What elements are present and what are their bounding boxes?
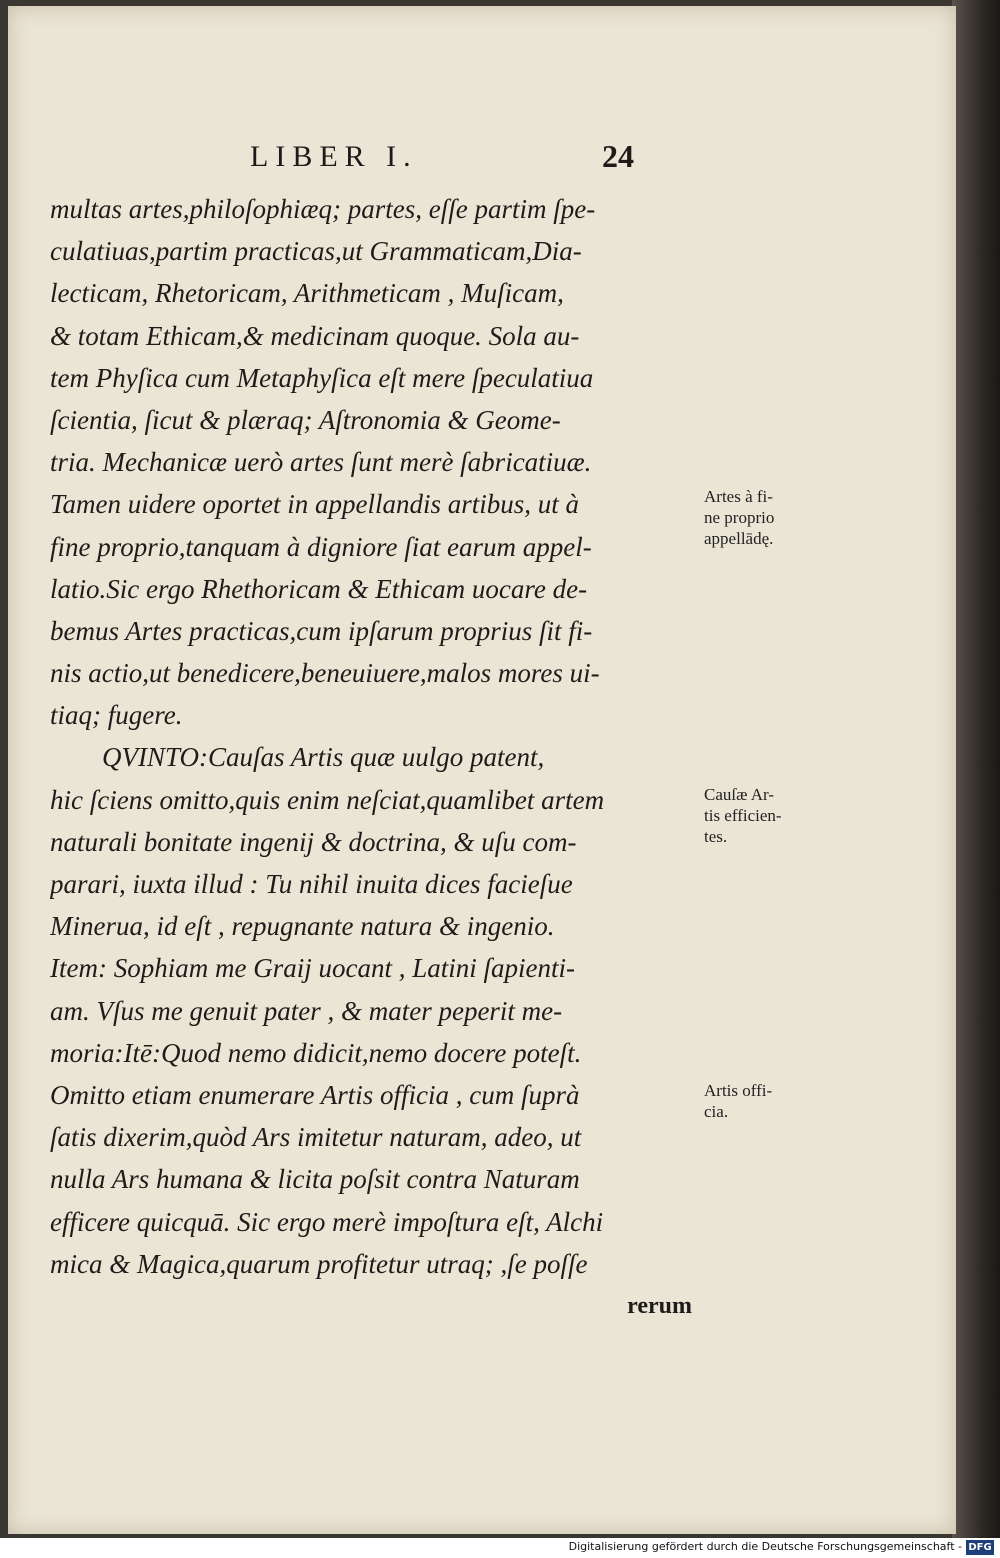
footer-bar: [0, 1538, 1000, 1558]
text-line: parari, iuxta illud : Tu nihil inuita dices facieſue: [50, 869, 573, 899]
text-line: Item: Sophiam me Graij uocant , Latini ſapienti-: [50, 953, 575, 984]
body-text: [50, 188, 710, 1327]
catchword: rerum: [627, 1292, 692, 1319]
marginal-note-line: cia.: [704, 1102, 729, 1121]
text-line: nis actio,ut benedicere,beneuiuere,malos mores ui-: [50, 658, 600, 689]
marginal-note-line: tis efficien-: [704, 806, 782, 825]
text-line: ſatis dixerim,quòd Ars imitetur naturam, adeo, ut: [50, 1122, 582, 1153]
running-head-title: LIBER I.: [250, 140, 418, 173]
text-line: moria:Itē:Quod nemo didicit,nemo docere poteſt.: [50, 1037, 582, 1068]
marginal-note-line: Artes à fi-: [704, 487, 773, 506]
text-line: am. Vſus me genuit pater , & mater peperit me-: [50, 995, 563, 1026]
running-head: [250, 140, 670, 184]
text-line: culatiuas,partim practicas,ut Grammaticam,Dia-: [50, 236, 582, 267]
text-line: efficere quicquā. Sic ergo merè impoſtura eſt, Alchi: [50, 1206, 604, 1237]
page-number: 24: [602, 138, 634, 174]
marginal-note-line: tes.: [704, 827, 728, 846]
text-line: Minerua, id eſt , repugnante natura & ingenio.: [50, 911, 555, 942]
text-line: latio.Sic ergo Rhethoricam & Ethicam uocare de-: [50, 573, 588, 604]
text-line: Tamen uidere oportet in appellandis artibus, ut à: [50, 489, 580, 520]
book-edge: [952, 0, 1000, 1538]
marginal-note-line: Artis offi-: [704, 1081, 773, 1100]
text-line: tiaq; fugere.: [50, 700, 183, 731]
text-line: ſcientia, ſicut & plæraq; Aſtronomia & Geome-: [50, 404, 561, 435]
text-line: naturali bonitate ingenij & doctrina, & uſu com-: [50, 826, 577, 857]
text-line: tem Phyſica cum Metaphyſica eſt mere ſpeculatiua: [50, 362, 594, 393]
funding-credit: Digitalisierung gefördert durch die Deutsche Forschungsgemeinschaft -: [568, 1540, 962, 1553]
text-line: nulla Ars humana & licita poſsit contra Naturam: [50, 1164, 580, 1195]
text-line: QVINTO:Cauſas Artis quæ uulgo patent,: [102, 742, 545, 773]
text-line: multas artes,philoſophiæq; partes, eſſe partim ſpe-: [50, 194, 596, 224]
text-line: hic ſciens omitto,quis enim neſciat,quamlibet artem: [50, 784, 605, 815]
text-line: mica & Magica,quarum profitetur utraq; ,ſe poſſe: [50, 1248, 588, 1279]
text-line: bemus Artes practicas,cum ipſarum proprius ſit fi-: [50, 615, 593, 646]
text-line: & totam Ethicam,& medicinam quoque. Sola au-: [50, 320, 580, 351]
dfg-logo: DFG: [966, 1540, 994, 1555]
marginal-note-line: ne proprio: [704, 508, 775, 527]
text-line: lecticam, Rhetoricam, Arithmeticam , Muſicam,: [50, 278, 564, 309]
marginal-note-3: [704, 1080, 834, 1122]
marginal-note-1: [704, 486, 834, 549]
marginal-note-line: appellādę.: [704, 529, 774, 548]
marginal-note-2: [704, 784, 834, 847]
text-line: Omitto etiam enumerare Artis officia , cum ſuprà: [50, 1079, 580, 1110]
text-line: tria. Mechanicæ uerò artes ſunt merè ſabricatiuæ.: [50, 447, 592, 478]
text-line: fine proprio,tanquam à digniore ſiat earum appel-: [50, 531, 592, 562]
marginal-note-line: Cauſæ Ar-: [704, 785, 775, 804]
